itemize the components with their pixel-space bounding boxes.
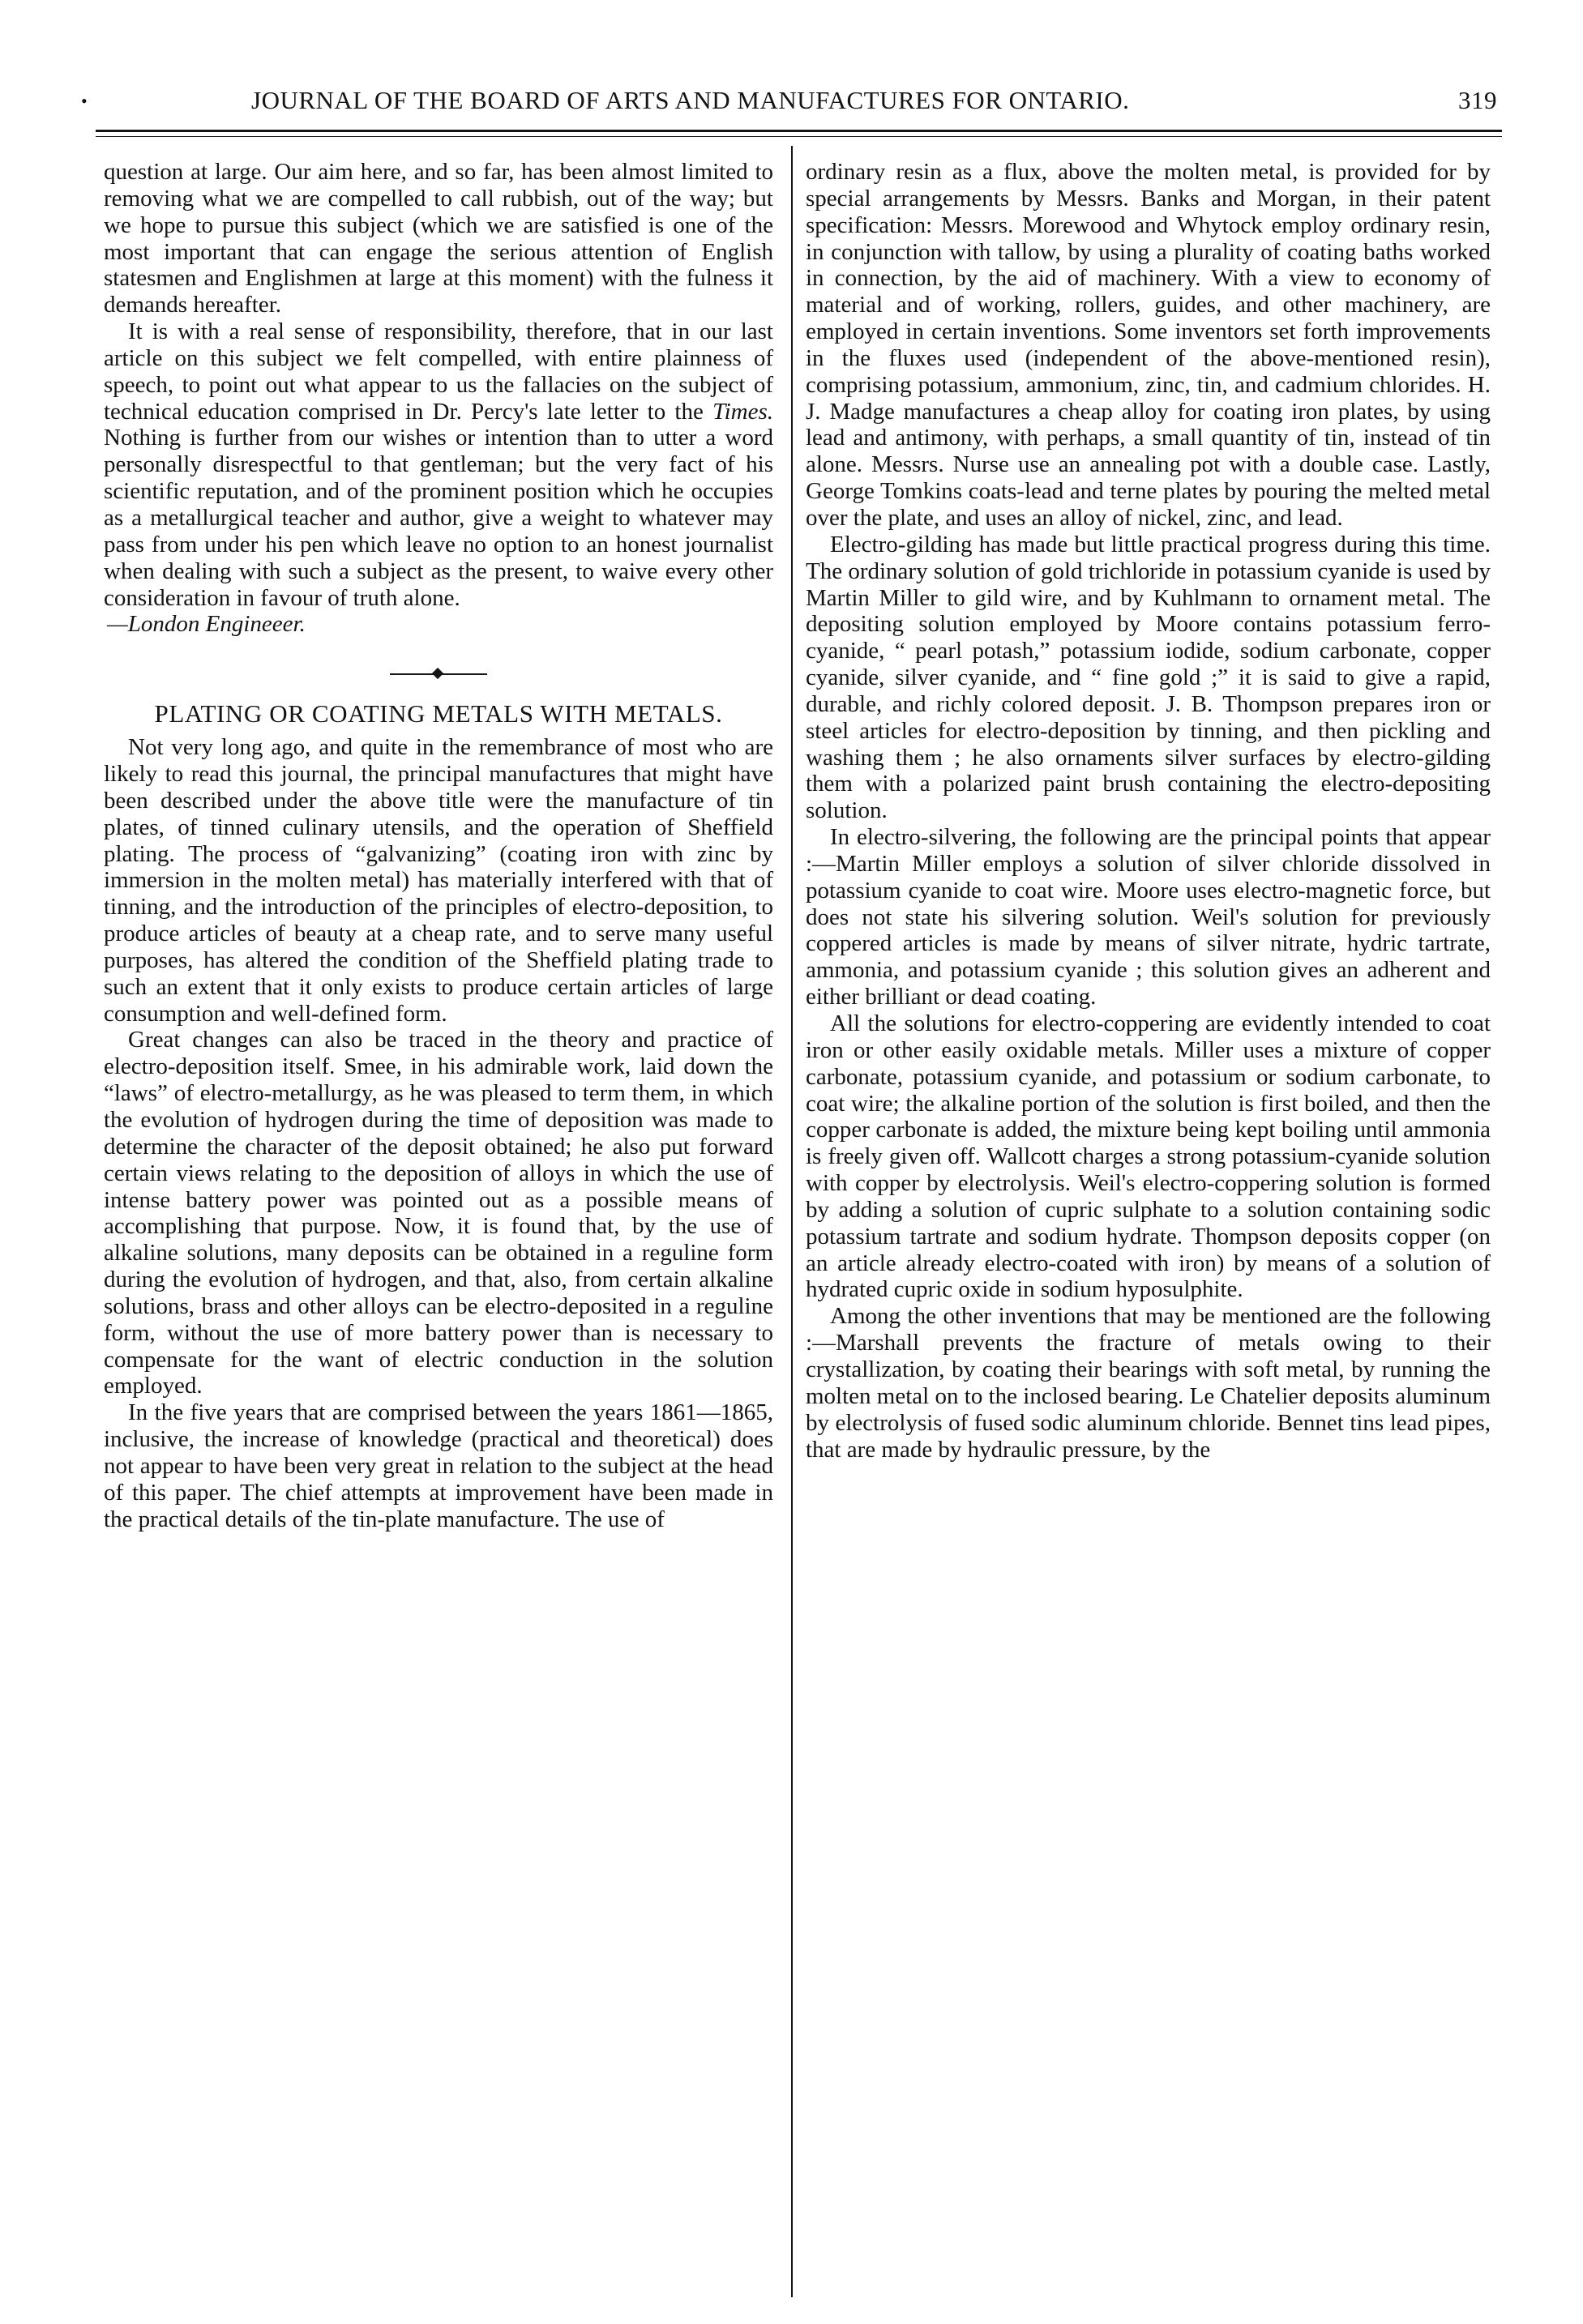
journal-title: JOURNAL OF THE BOARD OF ARTS AND MANUFACTURES FOR ONTARIO. [251,86,1130,114]
right-paragraph-4: All the solutions for electro-coppering are evidently intended to coat iron or other easily oxidable metals. Miller uses a mixture of copper carbonate, potassium cyanide, and potassium or sodium carbonate, to coat wire; the alkaline portion of the solution is first boiled, and then the copper carbonate is added, the mixture being kept boiling until ammonia is freely given off. Wallcott charges a strong potassium-cyanide solution with copper by electrolysis. Weil's electro-coppering solution is formed by adding a solution of cupric sulphate to a solution containing sodic potassium tartrate and sodium hydrate. Thompson deposits copper (on an article already electro-coated with iron) by means of a solution of hydrated cupric oxide in sodium hyposulphite. [806,1010,1491,1303]
article-heading: PLATING OR COATING METALS WITH METALS. [154,699,723,728]
left-column [104,159,773,1533]
times-reference: Times. [712,398,774,425]
right-paragraph-2: Electro-gilding has made but little practical progress during this time. The ordinary solution of gold trichloride in potassium cyanide is used by Martin Miller to gild wire, and by Kuhlmann to ornament metal. The depositing solution employed by Moore contains potassium ferro-cyanide, “ pearl potash,” potassium iodide, sodium carbonate, copper cyanide, silver cyanide, and “ fine gold ;” it is said to give a rapid, durable, and richly colored deposit. J. B. Thompson prepares iron or steel articles for electro-deposition by tinning, and then pickling and washing them ; he also ornaments silver surfaces by electro-gilding them with a polarized paint brush containing the electro-depositing solution. [806,531,1491,824]
article-paragraph-3: In the five years that are comprised between the years 1861—1865, inclusive, the increase of knowledge (practical and theoretical) does not appear to have been very great in relation to the subject at the head of this paper. The chief attempts at improvement have been made in the practical details of the tin-plate manufacture. The use of [104,1399,773,1532]
header-bullet: • [81,91,88,111]
signature-text: —London Engineeer. [107,611,306,638]
source-signature [104,611,773,638]
right-column [806,159,1491,1463]
column-divider [791,146,793,2297]
right-paragraph-1: ordinary resin as a flux, above the molten metal, is provided for by special arrangements by Messrs. Banks and Morgan, in their patent specification: Messrs. Morewood and Whytock employ ordinary resin, in conjunction with tallow, by using a plurality of coating baths worked in connection, by the aid of machinery. With a view to economy of material and of working, rollers, guides, and other machinery, are employed in certain inventions. Some inventors set forth improvements in the fluxes used (independent of the above-mentioned resin), comprising potassium, ammonium, zinc, tin, and cadmium chlorides. H. J. Madge manufactures a cheap alloy for coating iron plates, by using lead and antimony, with perhaps, a small quantity of tin, instead of tin alone. Messrs. Nurse use an annealing pot with a double case. Lastly, George Tomkins coats-lead and terne plates by pouring the melted metal over the plate, and uses an alloy of nickel, zinc, and lead. [806,159,1491,531]
right-paragraph-5: Among the other inventions that may be mentioned are the following :—Marshall prevents the fracture of metals owing to their crystallization, by coating their bearings with soft metal, by running the molten metal on to the inclosed bearing. Le Chatelier deposits aluminum by electrolysis of fused sodic aluminum chloride. Bennet tins lead pipes, that are made by hydraulic pressure, by the [806,1303,1491,1463]
header-rule-thick [96,130,1502,132]
article-paragraph-2: Great changes can also be traced in the theory and practice of electro-deposition itself. Smee, in his admirable work, laid down the “laws” of electro-metallurgy, as he was pleased to term them, in which the evolution of hydrogen during the time of deposition was made to determine the character of the deposit obtained; he also put forward certain views relating to the deposition of alloys in which the use of intense battery power was pointed out as a possible means of accomplishing that purpose. Now, it is found that, by the use of alkaline solutions, many deposits can be obtained in a reguline form during the evolution of hydrogen, and that, also, from certain alkaline solutions, brass and other alloys can be electro-deposited in a reguline form, without the use of more battery power than is necessary to compensate for the want of electric conduction in the solution employed. [104,1027,773,1399]
right-paragraph-3: In electro-silvering, the following are the principal points that appear :—Martin Miller employs a solution of silver chloride dissolved in potassium cyanide to coat wire. Moore uses electro-magnetic force, but does not state his silvering solution. Weil's solution for previously coppered articles is made by means of silver nitrate, hydric tartrate, ammonia, and potassium cyanide ; this solution gives an adherent and either brilliant or dead coating. [806,824,1491,1010]
header-rule-thin [96,136,1502,137]
running-header [81,86,1502,126]
section-divider [390,672,487,677]
page-number: 319 [1458,86,1497,114]
left-paragraph-1: question at large. Our aim here, and so far, has been almost limited to removing what we are compelled to call rubbish, out of the way; but we hope to pursue this subject (which we are satisfied is one of the most important that can engage the serious attention of English statesmen and Englishmen at large at this moment) with the fulness it demands hereafter. [104,159,773,318]
divider-diamond-icon [432,668,443,679]
left-paragraph-2-cont: Nothing is further from our wishes or intention than to utter a word personally disrespectful to that gentleman; but the very fact of his scientific reputation, and of the prominent position which he occupies as a metallurgical teacher and author, give a weight to whatever may pass from under his pen which leave no option to an honest journalist when dealing with such a subject as the present, to waive every other consideration in favour of truth alone. [104,425,773,611]
article-paragraph-1: Not very long ago, and quite in the remembrance of most who are likely to read this journal, the principal manufactures that might have been described under the above title were the manufacture of tin plates, of tinned culinary utensils, and the operation of Sheffield plating. The process of “galvanizing” (coating iron with zinc by immersion in the molten metal) has materially interfered with that of tinning, and the introduction of the principles of electro-deposition, to produce articles of beauty at a cheap rate, and to serve many useful purposes, has altered the condition of the Sheffield plating trade to such an extent that it only exists to produce certain articles of large consumption and well-defined form. [104,734,773,1027]
left-paragraph-2 [104,318,773,611]
left-paragraph-2-text: It is with a real sense of responsibility, therefore, that in our last article on this subject we felt compelled, with entire plainness of speech, to point out what appear to us the fallacies on the subject of technical education comprised in Dr. Percy's late letter to the [104,318,773,425]
